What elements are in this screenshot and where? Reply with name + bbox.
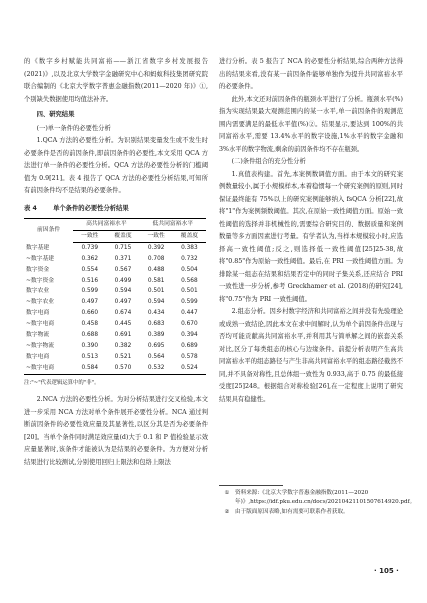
value-cell: 0.660 [81,310,99,317]
value-cell: 0.689 [181,342,198,349]
value-cell: 0.599 [81,288,99,295]
bottleneck-paragraph: 此外,本文还对前因条件的瓶颈水平进行了分析。瓶颈水平(%)指为实现结果最大观测范围内的某一水平,单一前因条件的观测范围内需要满足的最低水平值(%)②。结果显示,要达到 100%的共同富裕水平,需要 13.4%水平的数字设施,1%水平的数字金融和 3%水平的数字物流,剩余的前因条件均不存在瓶颈。 [219,95,403,153]
subheader-consistency: 一致性 [73,230,106,242]
subheader-consistency: 一致性 [140,230,173,242]
subsection-heading: (一)单一条件的必要性分析 [36,124,111,132]
value-cell: 0.532 [140,363,173,374]
condition-cell: 数字电商 [26,310,50,317]
table-row [24,308,206,319]
table-caption [24,203,208,216]
configuration-paragraph: 2.组态分析。因乡村数字经济和共同富裕之间并没有先验理论或成熟一致结论,因此本文在求中间解时,认为单个前因条件出现与否均可能贡献高共同富裕水平,并利用其与简单解之间的嵌套关系对比,区分了每类组态的核心与边缘条件。前提分析表明产生高共同富裕水平的组态路径与产生非高共同富裕水平的组态路径截然不同,并不具备对称性,且总体组一致性为 0.933,高于 0.75 的最低接受度[25]248。根据组合对称检验[26],在一定程度上说明了研究结果具有稳健性。 [219,308,403,403]
value-cell: 0.499 [114,277,132,284]
value-cell: 0.739 [81,244,99,251]
value-cell: 0.434 [147,310,165,317]
page-number: · 105 · [374,567,399,575]
value-cell: 0.599 [181,299,198,306]
value-cell: 0.715 [114,244,132,251]
value-cell: 0.383 [181,244,198,251]
footnote-divider [219,485,283,486]
value-cell: 0.524 [173,363,206,374]
group-header-high: 高共同富裕水平 [73,219,139,231]
subsection-heading-2: (二)条件组合的充分性分析 [231,158,306,165]
table-number: 表 4 [24,204,37,212]
value-cell: 0.708 [147,255,165,262]
row-header: 前因条件 [24,219,73,243]
table-row [24,341,206,352]
table-row [24,265,206,276]
value-cell: 0.568 [181,277,198,284]
value-cell: 0.688 [81,332,99,339]
value-cell: 0.732 [181,255,198,262]
table-row [24,286,206,297]
value-cell: 0.394 [181,332,198,339]
subheader-coverage: 覆盖度 [173,230,206,242]
condition-cell: 数字电商 [26,353,50,360]
value-cell: 0.521 [114,353,132,360]
value-cell: 0.392 [147,244,165,251]
intro-paragraph: 的《数字乡村赋能共同富裕——浙江省数字乡村发展报告(2021)》,以及北京大学数字金融研究中心和蚂蚁科技集团研究院联合编制的《北京大学数字普惠金融指数(2011—2020 年)》①,个别缺失数据使用均值法补齐。 [24,58,208,103]
condition-cell: ~数字农业 [26,299,55,306]
qca-paragraph: 1.QCA 方法的必要性分析。为识别结果变量发生或不发生时必要条件是否的前因条件,即前因条件的必要性,本文采用 QCA 方法进行单一条件的必要性分析。QCA 方法的必要性分析的门槛阈值为 0.9[21]。表 4 报告了 QCA 方法的必要性分析结果,可知所有前因条件均不是结果的必要条件。 [24,137,208,194]
value-cell: 0.390 [81,342,99,349]
value-cell: 0.504 [181,266,198,273]
value-cell: 0.513 [81,353,99,360]
value-cell: 0.674 [114,310,132,317]
value-cell: 0.497 [81,299,99,306]
table-row [24,254,206,265]
necessity-table [24,218,206,375]
left-column [24,56,208,469]
value-cell: 0.567 [114,266,132,273]
table-title: 单个条件的必要性分析结果 [53,204,129,212]
footnote-mark: ① [224,490,230,496]
section-heading: 四、研究结果 [36,111,75,118]
table-row [24,352,206,363]
condition-cell: 数字农业 [26,288,50,295]
table-row [24,297,206,308]
nca-paragraph: 2.NCA 方法的必要性分析。为对分析结果进行交叉检验,本文进一步采用 NCA 方法对单个条件展开必要性分析。NCA 通过判断前因条件的必要性效应量及其显著性,以区分其是否为必要条件[20]。当单个条件同时满足效应量(d)大于 0.1 和 P 值检验显示效应量显著时,该条件才能被认为是结果的必要条件。为方便对分析结果进行比较测试,分别使用回归上限法和包络上限法 [24,396,208,466]
value-cell: 0.594 [147,299,165,306]
condition-cell: ~数字资金 [26,277,55,284]
value-cell: 0.488 [147,266,165,273]
table-row [24,319,206,330]
value-cell: 0.389 [147,332,165,339]
value-cell: 0.691 [114,332,132,339]
condition-cell: 数字资金 [26,266,50,273]
condition-cell: ~数字物流 [26,342,55,349]
condition-cell: 数字物流 [26,332,50,339]
footnote-item [219,508,403,517]
table-row [24,363,206,374]
value-cell: 0.501 [147,288,165,295]
condition-cell: ~数字电商 [26,321,55,328]
value-cell: 0.501 [181,288,198,295]
footnote-text: 资料来源:《北京大学数字普惠金融指数(2011—2020 年)》,https://idf.pku.edu.cn/docs/20210421101507614920.pdf。 [235,490,416,506]
value-cell: 0.581 [147,277,165,284]
footnotes [219,485,416,517]
value-cell: 0.382 [114,342,132,349]
value-cell: 0.564 [147,353,165,360]
value-cell: 0.516 [81,277,99,284]
value-cell: 0.497 [114,299,132,306]
value-cell: 0.683 [147,321,165,328]
footnote-mark: ② [224,508,230,515]
right-column [219,56,403,406]
value-cell: 0.594 [114,288,132,295]
nca-result-paragraph: 进行分析。表 5 报告了 NCA 的必要性分析结果,综合两种方法得出的结果来看,没有某一前因条件能够单独作为提升共同富裕水平的必要条件。 [219,58,403,90]
value-cell: 0.578 [181,353,198,360]
value-cell: 0.695 [147,342,165,349]
condition-cell: 数字基建 [26,244,50,251]
footnote-text: 由于版面原因表略,如有需要可联系作者获取。 [235,508,349,515]
condition-cell: ~数字基建 [26,255,55,262]
group-header-low: 低共同富裕水平 [140,219,206,231]
table-row [24,330,206,341]
footnote-item [219,489,416,508]
value-cell: 0.445 [114,321,132,328]
value-cell: 0.584 [73,363,106,374]
value-cell: 0.371 [114,255,132,262]
truth-table-paragraph: 1.真值表构建。首先,本案例数调值方面。由于本文的研究案例数量较小,属于小规模样本,本着稳惯每一个研究案例的原则,同时保证最终能有 75%以上的研究案例能够纳入 fsQCA 分析[22],故将"1"作为案例频数阈值。其次,在原始一致性阈值方面。原始一致性阈值的选择并非机械性的,需要综合研究目的、数据质量和案例数量等多方面因素进行考量。有学者认为,当样本规模较小时,应选择高一致性阈值;反之,则选择低一致性阈值[25]25-38,故将"0.85"作为原始一致性阈值。最后,在 PRI 一致性阈值方面。为排除某一组态在结果和结果否定中的同时子集关系,还应结合 PRI 一致性进一步分析,参考 Greckhamer et al. (2018)的研究[24],将"0.75"作为 PRI 一致性阈值。 [219,170,403,303]
value-cell: 0.447 [181,310,198,317]
subheader-coverage: 覆盖度 [106,230,139,242]
table-row [24,276,206,287]
condition-cell: ~数字电商 [24,363,73,374]
value-cell: 0.670 [181,321,198,328]
table-row [24,242,206,253]
table-note: 注:"~"代表逻辑运算中的"非"。 [24,379,100,386]
value-cell: 0.362 [81,255,99,262]
value-cell: 0.554 [81,266,99,273]
value-cell: 0.458 [81,321,99,328]
value-cell: 0.570 [106,363,139,374]
